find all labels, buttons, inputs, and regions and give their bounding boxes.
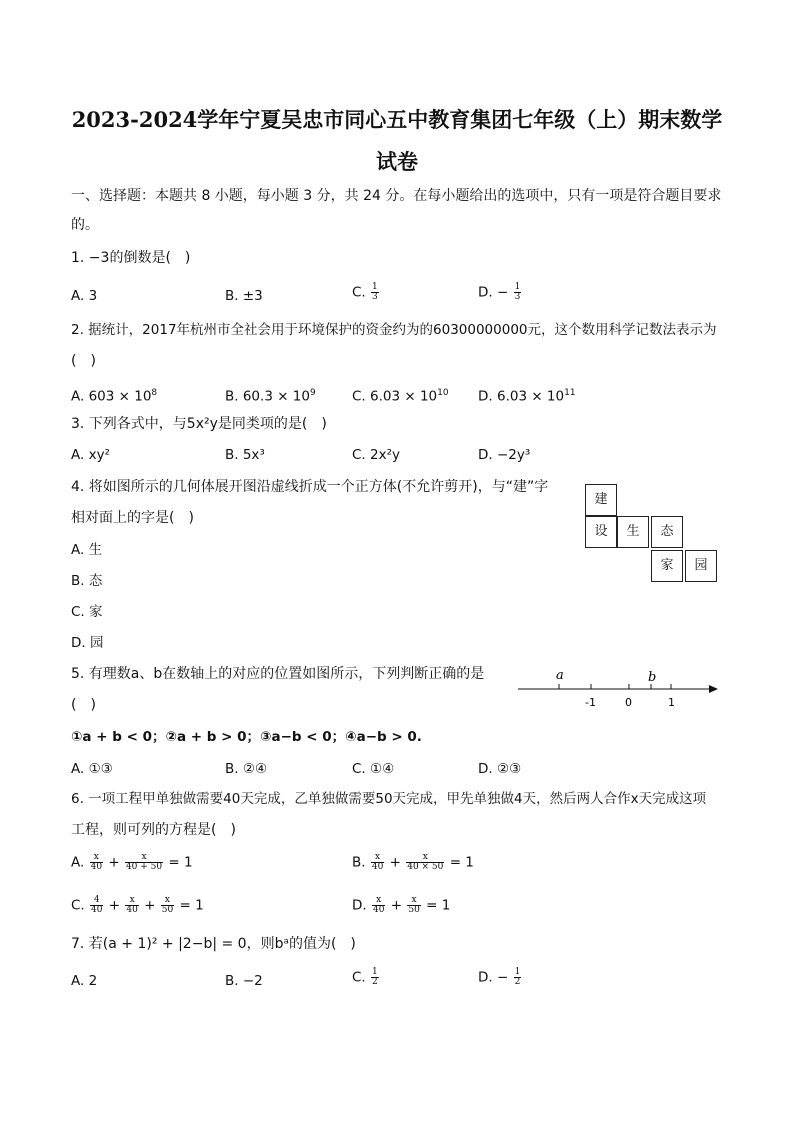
net-cell-jia: 家 [651,550,683,582]
q6-option-c: C. $\frac{4}{40}$ + $\frac{x}{40}$ + $\frac{x}{50}$ = 1 [71,895,204,915]
q1-c-num: 1 [372,282,378,292]
q4-option-a: A. 生 [71,542,103,558]
q5-option-c: C. ①④ [352,761,395,777]
q2-b-exp: 9 [309,388,316,398]
q6-b-n1: x [371,853,384,863]
q6-b-frac2 [406,853,444,872]
q2-stem-line1: 2. 据统计，2017年杭州市全社会用于环境保护的资金约为的60300000000元，这个数用科学记数法表示为 [71,322,717,338]
q7-c-fraction [371,968,379,987]
q6-a-frac1 [90,853,103,872]
q2-option-c [352,384,449,406]
q6-d-d2: 50 [408,905,420,915]
q6-a-n1: x [90,853,103,863]
q6-d-n1: x [372,896,385,906]
q6-a-d2: 40 + 50 [125,862,163,872]
q2-option-b [225,384,316,406]
exam-title-line2: 试卷 [376,149,418,174]
q7-d-fraction [514,968,522,987]
q2-option-a [71,384,157,406]
q6-b-d2: 40 × 50 [407,862,444,872]
q6-b-d1: 40 [371,862,384,872]
q5-option-b: B. ②④ [225,761,268,777]
q1-stem: 1. −3的倒数是( ) [71,250,191,266]
section-instructions-line1: 一、选择题：本题共 8 小题，每小题 3 分，共 24 分。在每小题给出的选项中，只有一项是符合题目要求 [71,188,722,204]
q1-d-den: 3 [514,292,521,302]
q1-option-d [478,283,522,302]
q2-b-text: B. 60.3 × 10 [225,388,310,405]
net-cell-tai: 态 [651,516,683,548]
q7-option-b: B. −2 [225,973,263,989]
q6-d-n2: x [407,896,420,906]
label-1: 1 [668,696,675,709]
q3-option-d: D. −2y³ [478,447,531,463]
q3-option-c: C. 2x²y [352,447,400,463]
q6-c-frac1 [90,896,103,915]
q5-option-a: A. ①③ [71,761,113,777]
q4-stem-line1: 4. 将如图所示的几何体展开图沿虚线折成一个正方体(不允许剪开)，与“建”字 [71,479,549,495]
q2-a-text: A. 603 × 10 [71,388,152,405]
q5-option-d: D. ②③ [478,761,522,777]
q7-c-den: 2 [372,977,378,987]
q5-stem-line2: ( ) [71,697,96,713]
q1-option-c [352,283,380,302]
q6-d-frac2 [407,896,420,915]
q6-a-d1: 40 [90,862,103,872]
q6-b-label: B. [352,854,366,871]
q6-a-n2: x [125,853,163,863]
q6-a-label: A. [71,854,85,871]
q2-d-text: D. 6.03 × 10 [478,388,565,405]
q6-stem-line1: 6. 一项工程甲单独做需要40天完成，乙单独做需要50天完成，甲先单独做4天，然后两人合作x天完成这项 [71,791,707,807]
q2-option-d [478,384,576,406]
q3-option-a: A. xy² [71,447,110,463]
q6-option-d: D. $\frac{x}{40}$ + $\frac{x}{50}$ = 1 [352,895,451,915]
q6-c-eq: = 1 [179,897,204,914]
q7-option-a: A. 2 [71,973,98,989]
q6-option-a: A. $\frac{x}{40}$ + $\frac{x}{40 + 50}$ = 1 [71,852,193,872]
q4-option-d: D. 园 [71,635,104,651]
q2-c-exp: 10 [437,388,449,398]
q5-stem-line1: 5. 有理数a、b在数轴上的对应的位置如图所示，下列判断正确的是 [71,666,485,682]
q6-c-d3: 50 [161,905,174,915]
q7-c-num: 1 [372,967,378,977]
exam-title-line1: 2023-2024学年宁夏吴忠市同心五中教育集团七年级（上）期末数学 [71,107,723,132]
q2-stem-line2: ( ) [71,353,96,369]
q6-a-eq: = 1 [168,854,193,871]
q6-c-frac3 [161,896,174,915]
q1-option-a: A. 3 [71,288,98,304]
label-b: b [648,670,657,685]
q6-d-frac1 [372,896,385,915]
q2-d-exp: 11 [564,388,576,398]
q1-c-label: C. [352,284,366,301]
q6-a-frac2 [125,853,163,872]
q1-c-den: 3 [372,292,378,302]
number-line-arrow [709,685,718,693]
q7-c-label: C. [352,969,366,986]
q7-d-den: 2 [514,977,521,987]
q3-stem: 3. 下列各式中，与5x²y是同类项的是( ) [71,416,327,432]
q2-a-exp: 8 [151,388,158,398]
q6-d-eq: = 1 [426,897,451,914]
net-cell-she: 设 [585,516,617,548]
label-a: a [556,668,564,683]
net-cell-jian: 建 [585,484,617,516]
q6-stem-line2: 工程，则可列的方程是( ) [71,822,236,838]
q6-option-b: B. $\frac{x}{40}$ + $\frac{x}{40 \times 50}$ = 1 [352,852,474,872]
q6-b-frac1 [371,853,384,872]
label-0: 0 [625,696,632,709]
q1-d-label: D. − [478,284,509,301]
q7-option-c [352,968,380,987]
q7-d-num: 1 [514,967,521,977]
q5-conditions: ①a + b < 0；②a + b > 0；③a−b < 0；④a−b > 0. [71,729,422,745]
q6-c-n3: x [161,896,174,906]
q6-c-d1: 40 [91,905,103,915]
q1-d-fraction [514,283,522,302]
q7-option-d [478,968,522,987]
q4-stem-line2: 相对面上的字是( ) [71,510,194,526]
q7-d-label: D. − [478,969,509,986]
q3-option-b: B. 5x³ [225,447,265,463]
q1-c-fraction [371,283,379,302]
q6-b-eq: = 1 [449,854,474,871]
q2-c-text: C. 6.03 × 10 [352,388,438,405]
net-cell-sheng: 生 [617,516,649,548]
q6-d-label: D. [352,897,367,914]
q6-c-d2: 40 [126,905,138,915]
q4-option-b: B. 态 [71,573,103,589]
q6-c-n1: 4 [90,896,103,906]
q6-d-d1: 40 [372,905,385,915]
q6-c-frac2 [125,896,138,915]
section-instructions-line2: 的。 [71,217,99,233]
number-line-figure [510,662,730,712]
net-cell-yuan: 园 [685,550,717,582]
q7-stem: 7. 若(a + 1)² + |2−b| = 0，则bᵃ的值为( ) [71,936,356,952]
q4-option-c: C. 家 [71,604,103,620]
q1-d-num: 1 [514,282,521,292]
q6-c-label: C. [71,897,85,914]
q6-c-n2: x [125,896,138,906]
label-minus-1: -1 [585,696,596,709]
q1-option-b: B. ±3 [225,288,263,304]
q6-b-n2: x [406,853,444,863]
